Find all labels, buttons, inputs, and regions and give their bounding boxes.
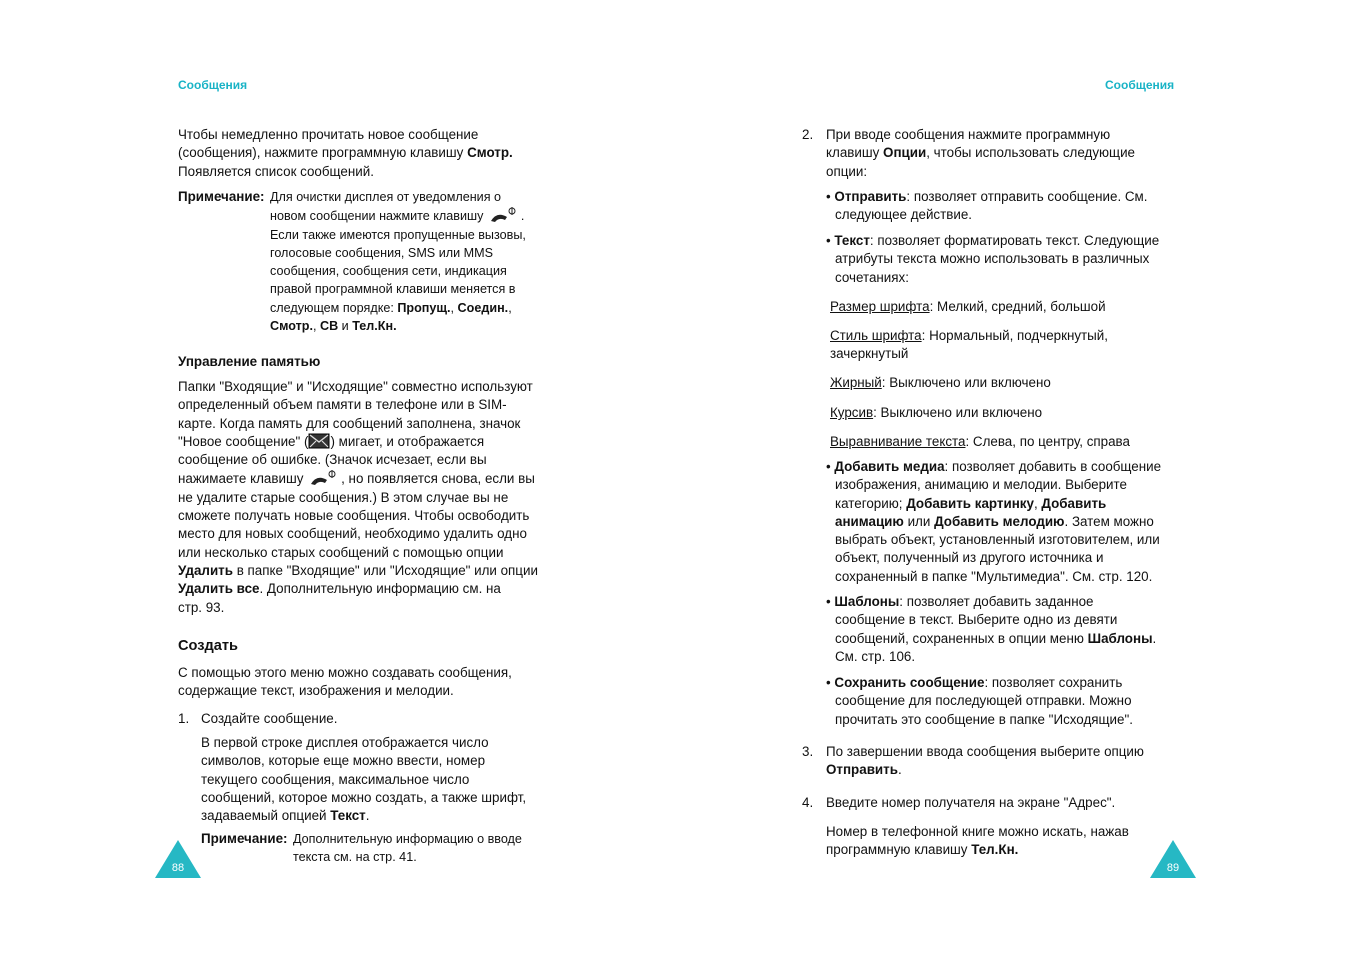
left-intro <box>178 126 558 181</box>
attr-alignment: Выравнивание текста: Слева, по центру, справа <box>830 434 1130 449</box>
intro-line: Чтобы немедленно прочитать новое сообщение <box>178 127 479 142</box>
left-note2: Примечание: Дополнительную информацию о вводе текста см. на стр. 41. <box>201 830 561 848</box>
note2-line: текста см. на стр. 41. <box>293 850 417 865</box>
end-call-key-icon <box>487 206 521 224</box>
step1-text: Создайте сообщение. <box>201 711 338 726</box>
intro-line: Появляется список сообщений. <box>178 163 374 179</box>
step3-text: По завершении ввода сообщения выберите опцию Отправить. <box>826 744 1144 778</box>
left-page-header: Сообщения <box>178 78 248 92</box>
step3-number: 3. <box>802 744 814 759</box>
intro-line: (сообщения), нажмите программную клавишу Смотр. <box>178 145 513 161</box>
step4-number: 4. <box>802 795 814 810</box>
step4-description: Номер в телефонной книге можно искать, нажав программную клавишу Тел.Кн. <box>826 824 1129 858</box>
memory-paragraph: Папки "Входящие" и "Исходящие" совместно используют определенный объем памяти в телефоне или в SIM- карте. Когда память для сообщений заполнена, значок "Новое сообщение" ( ) мигает, и отображается сообщение об ошибке. (Значок исчезает, если вы нажимаете клавишу , но появляется снова, если вы не удалите старые сообщения.) В этом случае вы не сможете получать новые сообщения. Чтобы освободить место для новых сообщений, необходимо удалить одно или несколько старых сообщений с помощью опции Удалить в папке "Входящие" или "Исходящие" или опции Удалить все. Дополнительную информацию см. на стр. 93. <box>178 379 538 615</box>
step2-number: 2. <box>802 127 814 142</box>
left-note: Примечание: Для очистки дисплея от уведомления о новом сообщении нажмите клавишу . Если также имеются пропущенные вызовы, голосовые сообщения, SMS или MMS сообщения, сообщения сети, индикация правой программной клавиши меняется в следующем порядке: Пропущ., Соедин., Смотр., СВ и Тел.Кн. <box>178 188 578 206</box>
note-body: Для очистки дисплея от уведомления о новом сообщении нажмите клавишу . Если также имеются пропущенные вызовы, голосовые сообщения, SMS или MMS сообщения, сообщения сети, индикация правой программной клавиши меняется в следующем порядке: Пропущ., Соедин., Смотр., СВ и Тел.Кн. <box>270 190 526 334</box>
left-page-number: 88 <box>171 862 185 874</box>
attr-italic: Курсив: Выключено или включено <box>830 405 1043 420</box>
right-page-number-badge <box>1150 840 1196 878</box>
option-save-message: • Сохранить сообщение: позволяет сохранить сообщение для последующей отправки. Можно прочитать это сообщение в папке "Исходящие". <box>826 675 1133 727</box>
note2-line: Дополнительную информацию о вводе <box>293 832 522 846</box>
step1-number: 1. <box>178 711 190 726</box>
end-call-key-icon <box>307 469 341 487</box>
note-label: Примечание <box>178 189 261 204</box>
right-page-number: 89 <box>1166 862 1180 874</box>
attr-font-size: Размер шрифта: Мелкий, средний, большой <box>830 299 1106 314</box>
option-send: • Отправить: позволяет отправить сообщение. См. следующее действие. <box>826 189 1148 223</box>
attr-bold: Жирный: Выключено или включено <box>830 375 1051 390</box>
option-add-media: • Добавить медиа: позволяет добавить в сообщение изображения, анимацию и мелодии. Выберите категорию; Добавить картинку, Добавить анимацию или Добавить мелодию. Затем можно выбрать объект, установленный изготовителем, или объект, полученный из другого источника и сохраненный в папке "Мультимедиа". См. стр. 120. <box>826 459 1162 584</box>
step1-description: В первой строке дисплея отображается число символов, которые еще можно ввести, номер текущего сообщения, максимальное число сообщений, которое можно создать, а также шрифт, задаваемый опцией Текст. <box>201 735 527 824</box>
create-paragraph: С помощью этого меню можно создавать сообщения, содержащие текст, изображения и мелодии. <box>178 665 512 699</box>
option-text: • Текст: позволяет форматировать текст. Следующие атрибуты текста можно использовать в различных сочетаниях: <box>826 233 1160 285</box>
step4-text: Введите номер получателя на экране "Адрес". <box>826 795 1116 810</box>
step2-text: При вводе сообщения нажмите программную клавишу Опции, чтобы использовать следующие опции: <box>826 127 1136 179</box>
new-message-envelope-icon <box>308 433 330 449</box>
option-templates: • Шаблоны: позволяет добавить заданное сообщение в текст. Выберите одно из девяти сообщений, сохраненных в опции меню Шаблоны. См. стр. 106. <box>826 594 1157 664</box>
attr-font-style: Стиль шрифта: Нормальный, подчеркнутый, зачеркнутый <box>830 328 1109 362</box>
memory-heading: Управление памятью <box>178 354 321 369</box>
create-heading: Создать <box>178 638 239 654</box>
right-page-header: Сообщения <box>1105 78 1175 92</box>
left-page-number-badge <box>155 840 201 878</box>
